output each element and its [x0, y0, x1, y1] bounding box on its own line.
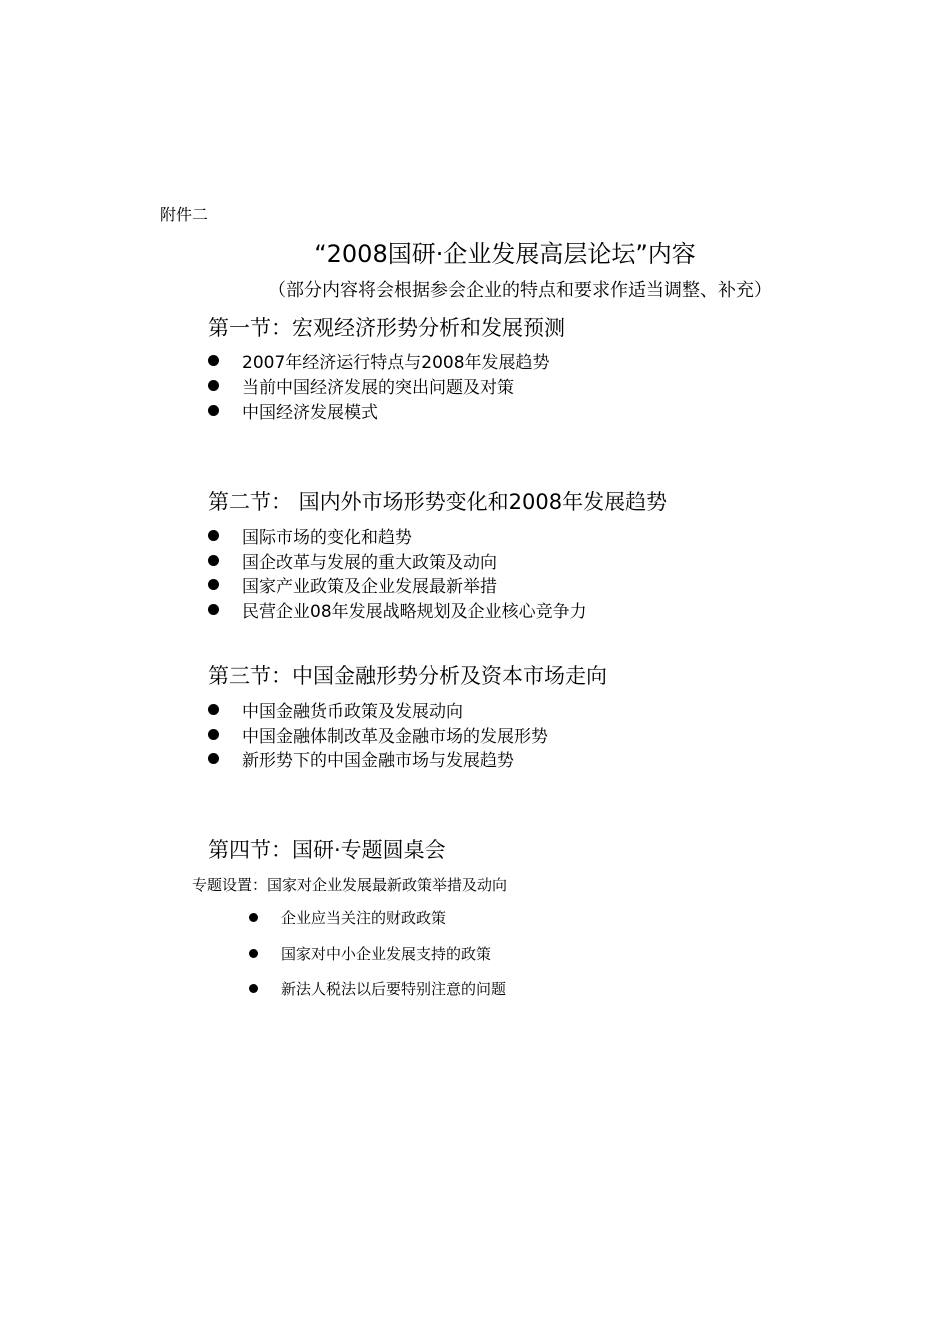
bullet-icon [208, 729, 219, 740]
bullet-icon [208, 704, 219, 715]
list-item-text: 国家对中小企业发展支持的政策 [281, 945, 492, 963]
list-item-text: 当前中国经济发展的突出问题及对策 [242, 377, 514, 398]
section-4-topic: 专题设置：国家对企业发展最新政策举措及动向 [192, 876, 508, 894]
bullet-icon [249, 913, 258, 922]
section-3-heading: 第三节：中国金融形势分析及资本市场走向 [208, 664, 607, 688]
list-item [208, 697, 463, 721]
list-item [208, 548, 497, 572]
bullet-icon [249, 984, 258, 993]
list-item [208, 572, 497, 596]
section-2-heading: 第二节： 国内外市场形势变化和2008年发展趋势 [208, 490, 668, 514]
list-item-text: 中国经济发展模式 [242, 402, 378, 423]
bullet-icon [208, 579, 219, 590]
list-item [249, 907, 446, 928]
list-item [249, 978, 506, 999]
bullet-icon [208, 380, 219, 391]
bullet-icon [249, 949, 258, 958]
list-item-text: 中国金融体制改革及金融市场的发展形势 [242, 726, 548, 747]
list-item-text: 中国金融货币政策及发展动向 [242, 701, 463, 722]
list-item [208, 523, 412, 547]
section-4-heading: 第四节：国研·专题圆桌会 [208, 838, 446, 862]
list-item [208, 746, 514, 770]
list-item-text: 新法人税法以后要特别注意的问题 [281, 980, 507, 998]
list-item-text: 国际市场的变化和趋势 [242, 527, 412, 548]
bullet-icon [208, 555, 219, 566]
list-item-text: 民营企业08年发展战略规划及企业核心竞争力 [242, 601, 587, 622]
bullet-icon [208, 355, 219, 366]
list-item [208, 722, 548, 746]
list-item-text: 国家产业政策及企业发展最新举措 [242, 576, 497, 597]
list-item-text: 企业应当关注的财政政策 [281, 909, 447, 927]
bullet-icon [208, 530, 219, 541]
list-item [208, 597, 587, 621]
bullet-icon [208, 604, 219, 615]
bullet-icon [208, 753, 219, 764]
list-item [208, 348, 550, 372]
attachment-label: 附件二 [160, 205, 209, 224]
list-item-text: 新形势下的中国金融市场与发展趋势 [242, 750, 514, 771]
list-item-text: 2007年经济运行特点与2008年发展趋势 [242, 352, 550, 373]
bullet-icon [208, 405, 219, 416]
list-item [249, 943, 491, 964]
list-item [208, 373, 514, 397]
list-item [208, 398, 378, 422]
document-title: “2008国研·企业发展高层论坛”内容 [314, 240, 696, 268]
section-1-heading: 第一节：宏观经济形势分析和发展预测 [208, 316, 565, 340]
list-item-text: 国企改革与发展的重大政策及动向 [242, 552, 497, 573]
document-subtitle: （部分内容将会根据参会企业的特点和要求作适当调整、补充） [268, 280, 772, 301]
